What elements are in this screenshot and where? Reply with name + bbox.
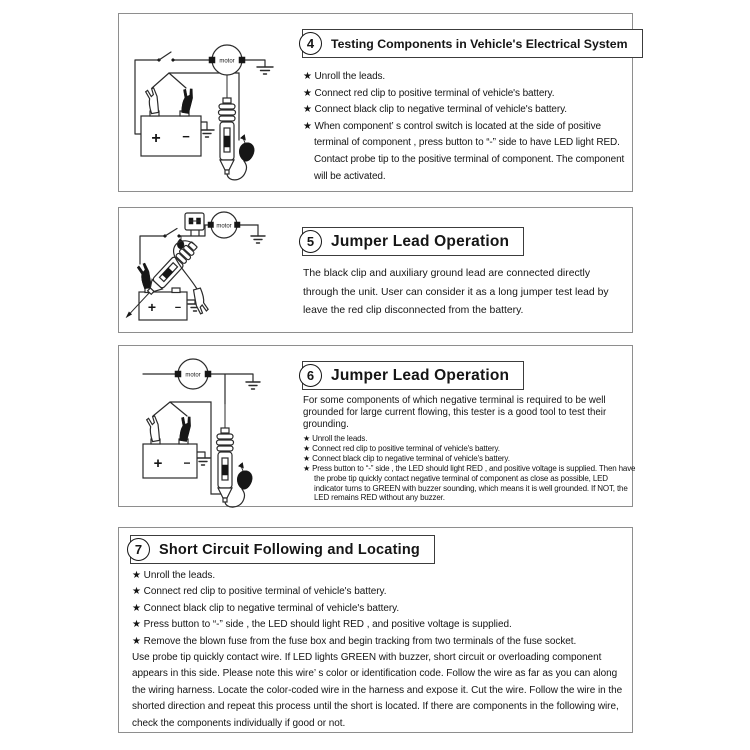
instruction-line: ★ Press button to “-” side , the LED should light RED , and positive voltage is supplied. Then have the probe tip quickly contact negative terminal of component as close as possible, LED indicator turns to GREEN with buzzer sounding, which means it is well grounded. If NOT, the LED remains RED without any buzzer.	[303, 463, 636, 503]
section-body	[132, 568, 624, 732]
circuit-diagram-testing	[125, 18, 303, 190]
bulb-icon	[239, 135, 254, 162]
section-number-badge: 4	[299, 32, 322, 55]
section-number-badge: 7	[127, 538, 150, 561]
instruction-line: ★ Connect red clip to positive terminal of vehicle's battery.	[303, 87, 555, 99]
section-number-badge: 6	[299, 364, 322, 387]
ground-icon	[196, 452, 210, 465]
instruction-line: ★ Unroll the leads.	[303, 71, 386, 82]
ground-icon	[257, 67, 273, 74]
ground-icon	[246, 382, 260, 389]
section-title	[302, 361, 524, 390]
section-title-text: Testing Components in Vehicle's Electrical System	[331, 36, 628, 51]
svg-text:motor: motor	[216, 223, 232, 230]
black-clip-icon	[178, 416, 193, 442]
instruction-line: ★ Unroll the leads.	[132, 570, 216, 581]
svg-text:−: −	[182, 129, 190, 144]
section-body	[303, 265, 625, 321]
instruction-paragraph: The black clip and auxiliary ground lead are connected directly through the unit. User can consider it as a long jumper test lead by leave the red clip disconnected from the battery.	[303, 268, 609, 316]
svg-text:motor: motor	[185, 372, 201, 379]
tester-icon	[217, 404, 253, 507]
section-title-text: Short Circuit Following and Locating	[159, 541, 420, 558]
wiring	[140, 225, 265, 264]
instruction-line: ★ Connect red clip to positive terminal of vehicle's battery.	[303, 443, 500, 453]
section-title-text: Jumper Lead Operation	[331, 232, 510, 250]
battery-icon	[139, 288, 187, 320]
instruction-line: ★ Connect red clip to positive terminal of vehicle's battery.	[132, 586, 387, 598]
section-jumper-lead-2	[118, 345, 636, 507]
intro-paragraph: For some components of which negative terminal is required to be well grounded for large current flowing, this tester is a good tool to test their grounding.	[303, 395, 607, 430]
section-body	[303, 434, 636, 503]
section-number-badge: 5	[299, 230, 322, 253]
svg-text:+: +	[147, 299, 157, 315]
instruction-line: ★ Connect black clip to negative terminal of vehicle's battery.	[303, 104, 567, 116]
red-clip-icon	[146, 416, 161, 442]
circuit-diagram-jumper-1	[125, 210, 303, 332]
red-clip-icon	[145, 88, 160, 114]
section-intro	[303, 395, 629, 431]
instruction-line: ★ Connect black clip to negative terminal of vehicle's battery.	[132, 602, 400, 614]
bulb-icon	[237, 463, 252, 490]
svg-text:+: +	[151, 130, 161, 147]
fuse-box-icon	[185, 213, 204, 230]
instruction-paragraph: Use probe tip quickly contact wire. If LED lights GREEN with buzzer, short circuit or overloading component appears in this side. Please note this wire’ s color or identification code. Follow the wire as far as you can along the wiring harness. Locate the color-coded wire in the harness and expose it. Cut the wire. Follow the wire in the shorted direction and repeat this process until the short is located. If there are components in the following wire, check the components individually if good or not.	[132, 652, 623, 729]
instruction-line: ★ Press button to “-” side , the LED should light RED , and positive voltage is supplied.	[132, 619, 512, 631]
section-title-text: Jumper Lead Operation	[331, 366, 510, 384]
svg-text:−: −	[183, 456, 191, 470]
section-title	[302, 227, 524, 256]
section-body	[303, 69, 625, 185]
black-clip-icon	[180, 88, 195, 114]
battery-icon	[143, 439, 197, 478]
battery-icon	[141, 111, 201, 156]
switch-icon	[164, 229, 181, 238]
svg-text:−: −	[174, 302, 182, 314]
section-jumper-lead-1	[118, 207, 633, 333]
section-testing-components	[118, 13, 633, 192]
instruction-line: ★ Unroll the leads.	[303, 434, 368, 443]
ground-icon	[200, 122, 214, 137]
circuit-diagram-jumper-2	[125, 352, 303, 510]
motor-icon	[208, 212, 240, 238]
instruction-line: ★ Remove the blown fuse from the fuse box and begin tracking from two terminals of the fuse socket.	[132, 635, 577, 647]
instruction-line: ★ When component’ s control switch is located at the side of positive terminal of component , press button to “-” side to have LED light RED. Contact probe tip to the positive terminal of component. The component will be activated.	[303, 120, 625, 182]
svg-text:+: +	[153, 455, 163, 472]
section-short-circuit	[118, 527, 633, 733]
motor-icon	[175, 359, 211, 389]
clip-leads	[152, 73, 186, 88]
section-title	[130, 535, 435, 564]
section-title	[302, 29, 643, 58]
svg-text:motor: motor	[219, 58, 235, 65]
switch-icon	[158, 52, 175, 61]
ground-icon	[251, 236, 265, 243]
tester-icon	[219, 75, 255, 180]
motor-icon	[209, 45, 245, 75]
instruction-line: ★ Connect black clip to negative terminal of vehicle's battery.	[303, 453, 510, 463]
